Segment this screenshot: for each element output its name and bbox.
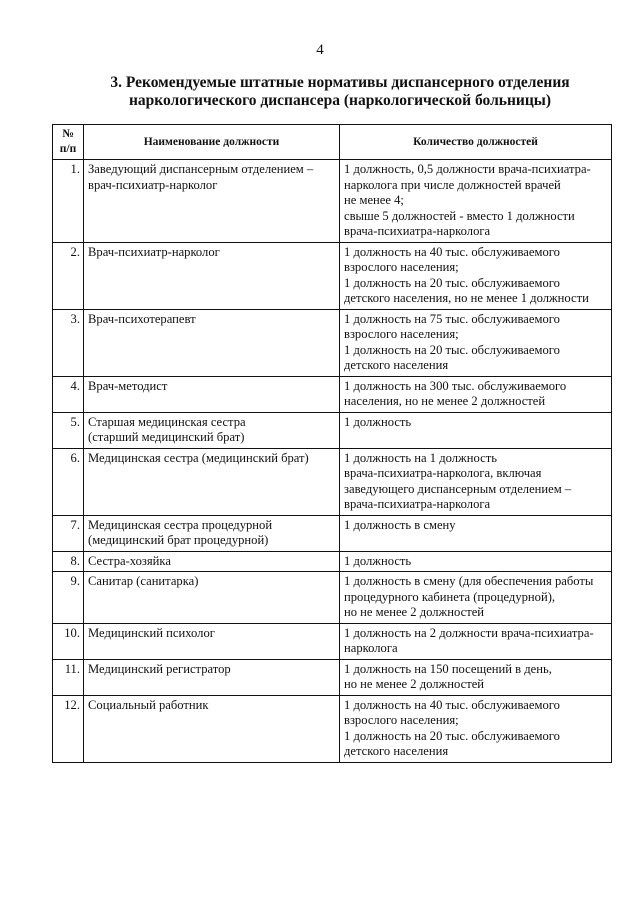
table-row [53,623,612,659]
document-title-line-2: наркологического диспансера (наркологической больницы) [128,92,552,109]
row-quantity: 1 должность на 2 должности врача-психиатра- нарколога [340,623,612,659]
row-number: 8. [53,551,84,572]
header-position: Наименование должности [84,125,340,160]
row-number: 5. [53,412,84,448]
table-row [53,376,612,412]
row-quantity: 1 должность на 150 посещений в день, но не менее 2 должностей [340,659,612,695]
row-number: 2. [53,242,84,309]
row-position: Заведующий диспансерным отделением – врач-психиатр-нарколог [84,160,340,243]
row-position: Медицинский регистратор [84,659,340,695]
table-header-row [53,125,612,160]
row-number: 7. [53,515,84,551]
row-quantity: 1 должность в смену [340,515,612,551]
row-quantity: 1 должность на 75 тыс. обслуживаемого взрослого населения; 1 должность на 20 тыс. обслуживаемого детского населения [340,309,612,376]
row-quantity: 1 должность на 1 должность врача-психиатра-нарколога, включая заведующего диспансерным отделением – врача-психиатра-нарколога [340,448,612,515]
row-position: Медицинский психолог [84,623,340,659]
staffing-table [52,124,612,763]
document-title-line-1: 3. Рекомендуемые штатные нормативы диспансерного отделения [110,74,570,91]
row-position: Старшая медицинская сестра (старший медицинский брат) [84,412,340,448]
row-number: 6. [53,448,84,515]
row-position: Сестра-хозяйка [84,551,340,572]
table-row [53,160,612,243]
row-quantity: 1 должность на 300 тыс. обслуживаемого населения, но не менее 2 должностей [340,376,612,412]
row-position: Медицинская сестра процедурной (медицинский брат процедурной) [84,515,340,551]
header-quantity: Количество должностей [340,125,612,160]
row-quantity: 1 должность на 40 тыс. обслуживаемого взрослого населения; 1 должность на 20 тыс. обслуживаемого детского населения, но не менее 1 должности [340,242,612,309]
table-row [53,242,612,309]
row-number: 3. [53,309,84,376]
table-row [53,695,612,762]
row-quantity: 1 должность [340,551,612,572]
table-row [53,448,612,515]
row-position: Социальный работник [84,695,340,762]
table-row [53,515,612,551]
table-row [53,412,612,448]
table-row [53,572,612,624]
table-row [53,309,612,376]
row-number: 4. [53,376,84,412]
row-quantity: 1 должность, 0,5 должности врача-психиатра- нарколога при числе должностей врачей не менее 4; свыше 5 должностей - вместо 1 должности врача-психиатра-нарколога [340,160,612,243]
table-row [53,659,612,695]
row-position: Медицинская сестра (медицинский брат) [84,448,340,515]
row-quantity: 1 должность [340,412,612,448]
row-number: 1. [53,160,84,243]
row-position: Врач-методист [84,376,340,412]
header-number: № п/п [53,125,84,160]
row-position: Врач-психотерапевт [84,309,340,376]
row-quantity: 1 должность в смену (для обеспечения работы процедурного кабинета (процедурной), но не менее 2 должностей [340,572,612,624]
table-row [53,551,612,572]
document-title [60,74,620,110]
row-number: 10. [53,623,84,659]
row-number: 12. [53,695,84,762]
page-number: 4 [316,42,324,58]
row-position: Санитар (санитарка) [84,572,340,624]
row-position: Врач-психиатр-нарколог [84,242,340,309]
row-quantity: 1 должность на 40 тыс. обслуживаемого взрослого населения; 1 должность на 20 тыс. обслуживаемого детского населения [340,695,612,762]
row-number: 9. [53,572,84,624]
row-number: 11. [53,659,84,695]
